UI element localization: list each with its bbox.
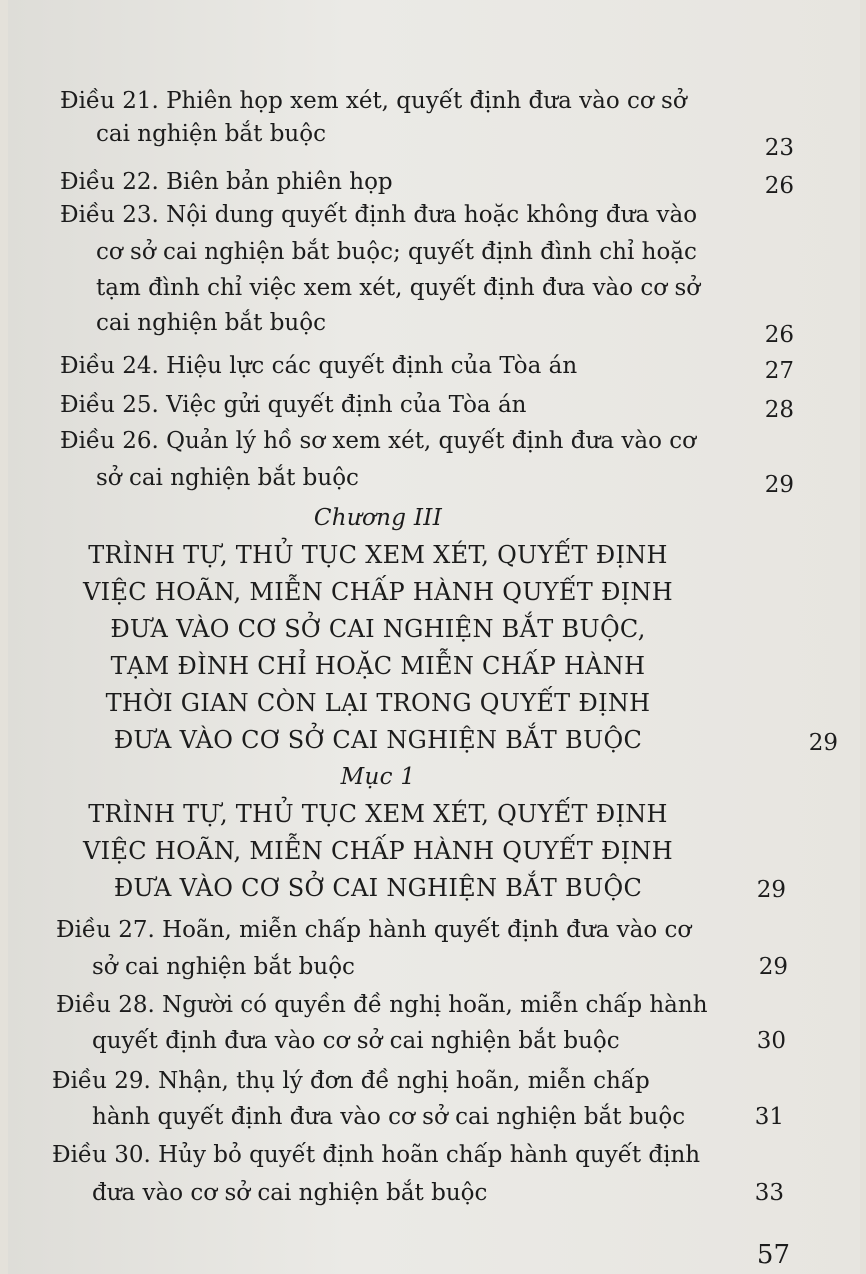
section-title-line-3: ĐƯA VÀO CƠ SỞ CAI NGHIỆN BẮT BUỘC [113,874,643,902]
toc-entry-27-line-2: sở cai nghiện bắt buộc [92,954,355,980]
chapter-title-line-3: ĐƯA VÀO CƠ SỞ CAI NGHIỆN BẮT BUỘC, [110,615,646,643]
toc-entry-26-page: 29 [764,472,794,498]
toc-entry-24-page: 27 [764,358,794,384]
toc-entry-23-line-2: cơ sở cai nghiện bắt buộc; quyết định đình chỉ hoặc [96,239,697,265]
chapter-label: Chương III [313,505,443,531]
section-label: Mục 1 [340,764,416,790]
toc-entry-21-line-2: cai nghiện bắt buộc [96,121,326,147]
section-page: 29 [756,877,786,903]
toc-entry-30-page: 33 [754,1180,784,1206]
toc-entry-29-line-2: hành quyết định đưa vào cơ sở cai nghiện bắt buộc [92,1104,686,1130]
toc-entry-23-page: 26 [764,322,794,348]
toc-entry-23-line-4: cai nghiện bắt buộc [96,310,326,336]
toc-entry-30-line-2: đưa vào cơ sở cai nghiện bắt buộc [92,1180,488,1206]
toc-entry-27-line-1: Điều 27. Hoãn, miễn chấp hành quyết định đưa vào cơ [56,917,692,943]
toc-entry-28-line-1: Điều 28. Người có quyền đề nghị hoãn, miễn chấp hành [56,992,708,1018]
toc-entry-25-line-1: Điều 25. Việc gửi quyết định của Tòa án [60,392,527,418]
toc-entry-27-page: 29 [758,954,788,980]
toc-entry-26-line-2: sở cai nghiện bắt buộc [96,465,359,491]
section-title-line-1: TRÌNH TỰ, THỦ TỤC XEM XÉT, QUYẾT ĐỊNH [88,800,668,828]
chapter-title-line-1: TRÌNH TỰ, THỦ TỤC XEM XÉT, QUYẾT ĐỊNH [88,541,668,569]
page-number: 57 [756,1240,790,1270]
toc-entry-29-line-1: Điều 29. Nhận, thụ lý đơn đề nghị hoãn, miễn chấp [52,1068,650,1094]
toc-entry-28-page: 30 [756,1028,786,1054]
toc-entry-22-line-1: Điều 22. Biên bản phiên họp [60,169,393,195]
toc-entry-25-page: 28 [764,397,794,423]
toc-entry-21-page: 23 [764,135,794,161]
chapter-title-line-4: TẠM ĐÌNH CHỈ HOẶC MIỄN CHẤP HÀNH [110,652,646,680]
chapter-title-line-2: VIỆC HOÃN, MIỄN CHẤP HÀNH QUYẾT ĐỊNH [83,578,673,606]
toc-entry-23-line-3: tạm đình chỉ việc xem xét, quyết định đưa vào cơ sở [96,275,701,301]
chapter-title-line-5: THỜI GIAN CÒN LẠI TRONG QUYẾT ĐỊNH [105,689,651,717]
toc-entry-28-line-2: quyết định đưa vào cơ sở cai nghiện bắt buộc [92,1028,620,1054]
chapter-page: 29 [808,730,838,756]
book-page [8,0,860,1274]
toc-entry-26-line-1: Điều 26. Quản lý hồ sơ xem xét, quyết định đưa vào cơ [60,428,696,454]
chapter-title-line-6: ĐƯA VÀO CƠ SỞ CAI NGHIỆN BẮT BUỘC [113,726,643,754]
section-title-line-2: VIỆC HOÃN, MIỄN CHẤP HÀNH QUYẾT ĐỊNH [83,837,673,865]
toc-entry-30-line-1: Điều 30. Hủy bỏ quyết định hoãn chấp hành quyết định [52,1142,701,1168]
toc-entry-24-line-1: Điều 24. Hiệu lực các quyết định của Tòa án [60,353,578,379]
toc-entry-21-line-1: Điều 21. Phiên họp xem xét, quyết định đưa vào cơ sở [60,88,687,114]
toc-entry-23-line-1: Điều 23. Nội dung quyết định đưa hoặc không đưa vào [60,202,698,228]
toc-entry-22-page: 26 [764,173,794,199]
toc-entry-29-page: 31 [754,1104,784,1130]
